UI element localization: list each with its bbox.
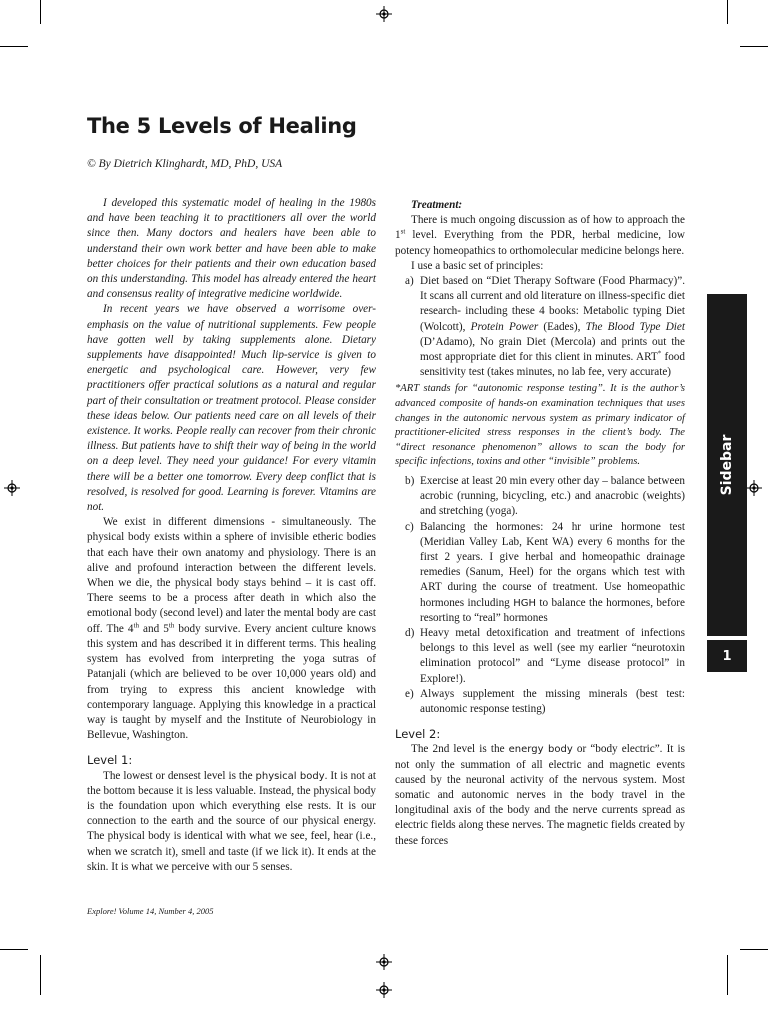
list-item: e) Always supplement the missing minerals (best test: autonomic response testing) bbox=[405, 687, 685, 716]
right-column bbox=[395, 198, 685, 849]
body-paragraph: We exist in different dimensions - simultaneously. The physical body exists within a sphere of invisible etheric bodies that each have their own anatomy and physiology. There is an alive and profound interaction between the different levels. When we die, the physical body stays behind – it is cast off. There seems to be a process after death in which also the emotional body (second level) and later the mental body are cast off. The 4th and 5th body survive. Every ancient culture knows this system and has described it in different terms. This healing system has evolved from interpreting the yoga sutras of Patanjali (which are believed to be over 10,000 years old) and from trying to express this ancient knowledge with contemporary language. Applying this knowledge in a practical way is taught by myself and the Institute of Neurobiology in Bellevue, Washington. bbox=[87, 516, 376, 742]
footer-citation: Explore! Volume 14, Number 4, 2005 bbox=[87, 906, 214, 916]
crop-mark bbox=[740, 46, 768, 47]
principles-list bbox=[395, 274, 685, 380]
level1-heading: Level 1: bbox=[87, 753, 133, 768]
registration-mark-icon bbox=[746, 480, 762, 496]
article-byline: © By Dietrich Klinghardt, MD, PhD, USA bbox=[87, 158, 283, 170]
crop-mark bbox=[740, 949, 768, 950]
crop-mark bbox=[0, 46, 28, 47]
article-title: The 5 Levels of Healing bbox=[87, 114, 357, 138]
crop-mark bbox=[0, 949, 28, 950]
registration-mark-icon bbox=[376, 954, 392, 970]
page-number-badge: 1 bbox=[707, 640, 747, 672]
crop-mark bbox=[40, 955, 41, 995]
sidebar-label: Sidebar bbox=[719, 434, 735, 496]
list-item: b) Exercise at least 20 min every other day – balance between acrobic (running, bicycling, etc.) and anacrobic (weights) and stretching (yoga). bbox=[405, 475, 685, 518]
crop-mark bbox=[727, 0, 728, 24]
list-item: d) Heavy metal detoxification and treatment of infections belongs to this level as well (see my earlier “neurotoxin elimination protocol” and “Lyme disease protocol” in Explore!). bbox=[405, 627, 685, 685]
principles-list bbox=[395, 474, 685, 717]
level2-heading: Level 2: bbox=[395, 727, 441, 742]
left-column bbox=[87, 196, 376, 875]
treatment-heading: Treatment: bbox=[411, 199, 463, 211]
level1-paragraph: The lowest or densest level is the physical body. It is not at the bottom because it is less valuable. Instead, the physical body is the foundation upon which everything else rests. It is our connection to the earth and the source of our physical energy. The physical body is identical with what we see, feel, hear (i.e., when we scratch it), smell and taste (if we lick it). It ends at the skin. It is what we perceive with our 5 senses. bbox=[87, 769, 376, 873]
registration-mark-icon bbox=[376, 982, 392, 998]
intro-paragraph: I developed this systematic model of healing in the 1980s and have been teaching it to practitioners all over the world since then. Many doctors and healers have been able to understand their own work better and have been able to make better choices for their patients and their own education based on this understanding. This model has already entered the heart and consensus reality of integrative medicine worldwide. bbox=[87, 197, 376, 301]
art-footnote: *ART stands for “autonomic response testing”. It is the author’s advanced composite of hands-on examination techniques that uses changes in the autonomic nervous system as primary indicator of practitioner-elicited stress responses in the client’s body. The “direct resonance phenomenon” allows to scan the body for specific infections, toxins and other “invisible” problems. bbox=[395, 383, 685, 468]
treatment-principles-intro: I use a basic set of principles: bbox=[411, 259, 544, 272]
crop-mark bbox=[727, 955, 728, 995]
sidebar-tab bbox=[707, 294, 747, 636]
intro-paragraph: In recent years we have observed a worrisome over-emphasis on the value of nutritional supplements. Few people have gotten well by taking supplements alone. Dietary supplements have disappointed! Much lip-service is given to energetic and psychological care. However, very few practitioners offer practical solutions as a natural and regular part of their consultation or treatment protocol. Please consider these ideas below. Our patients need care on all levels of their existence. It works. People really can recover from their chronic illness. But patients have to shift their way of being in the world on a deep level. They need your guidance! For every vitamin there will be a better one tomorrow. Every deep conflict that is resolved, is resolved for good. Learning is forever. Vitamins are not. bbox=[87, 303, 376, 514]
list-item: a) Diet based on “Diet Therapy Software (Food Pharmacy)”. It scans all current and old literature on illness-specific diet research- including these 4 books: Metabolic typing Diet (Wolcott), Protein Power (Eades), The Blood Type Diet (D’Adamo), No grain Diet (Mercola) and prints out the most appropriate diet for this client in minutes. ART* food sensitivity test (takes minutes, no lab fee, very accurate) bbox=[405, 275, 685, 379]
registration-mark-icon bbox=[4, 480, 20, 496]
registration-mark-icon bbox=[376, 6, 392, 22]
list-item: c) Balancing the hormones: 24 hr urine hormone test (Meridian Valley Lab, Kent WA) every 6 months for the first 2 years. I give herbal and homeopathic drainage remedies (Sanum, Heel) for the organs which test with ART during the course of treatment. Use homeopathic hormones including HGH to balance the hormones, before resorting to “real” hormones bbox=[405, 520, 685, 624]
level2-paragraph: The 2nd level is the energy body or “body electric”. It is not only the summation of all electric and magnetic events caused by the neuronal activity of the nervous system. Most somatic and autonomic nerves in the body travel in the longitudinal axis of the body and the nerve currents spread as electric fields along these nerves. The magnetic fields created by these forces bbox=[395, 743, 685, 847]
crop-mark bbox=[40, 0, 41, 24]
treatment-paragraph: There is much ongoing discussion as of how to approach the 1st level. Everything from the PDR, herbal medicine, low potency homeopathics to orthomolecular medicine belongs here. bbox=[395, 214, 685, 257]
